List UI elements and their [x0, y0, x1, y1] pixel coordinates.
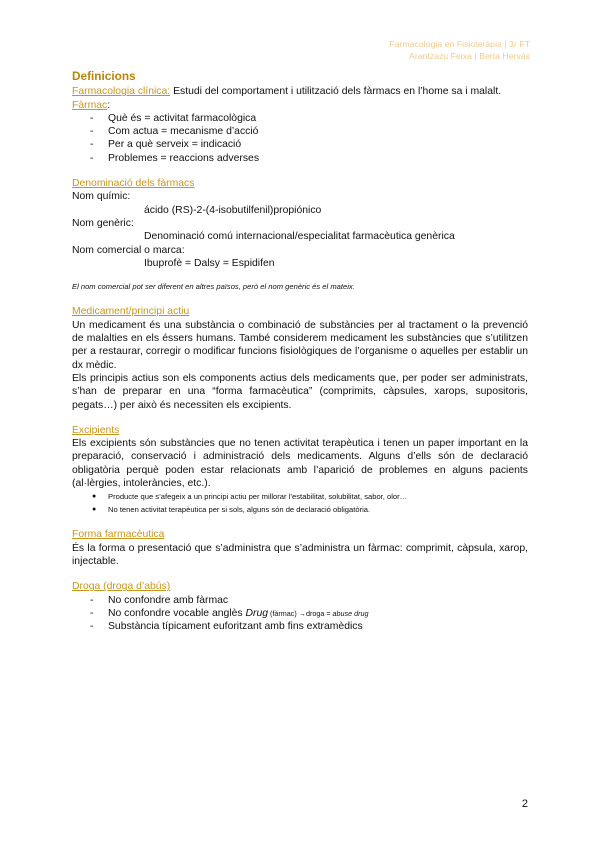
section-title-droga: Droga (droga d’abús): [72, 581, 171, 593]
excipients-paragraph: Els excipients són substàncies que no tenen activitat terapèutica i tenen un paper important en la preparació, conservació i administració dels medicaments. Alguns d’ells són de declaració obligatòria perquè poden estar relacionats amb l’aparició de problemes en alguns pacients (al·lèrgies, intoleràncies, etc.).: [72, 438, 528, 490]
list-item: - Substància típicament euforitzant amb fins extramèdics: [90, 620, 528, 633]
excipients-bullets: [72, 490, 528, 516]
droga-item2-droga: droga =: [305, 608, 333, 618]
denominacio-note: El nom comercial pot ser diferent en altres països, però el nom genèric és el mateix.: [72, 282, 355, 292]
list-item: ● Producte que s’afegeix a un principi actiu per millorar l’estabilitat, solubilitat, sabor, olor…: [92, 490, 528, 503]
section-title-denominacio: Denominació dels fàrmacs: [72, 178, 195, 190]
list-item: - Què és = activitat farmacològica: [90, 112, 528, 125]
nom-comercial-value: Ibuprofè = Dalsy = Espidifen: [144, 257, 275, 269]
medicament-paragraph-1: Un medicament és una substància o combinació de substàncies per al tractament o la prevenció de malalties en els éssers humans. També considerem medicament les substàncies que s’utilitzen per a restaurar, corregir o modificar funcions fisiològiques de l’organisme o aquelles per establir un dx mèdic.: [72, 319, 528, 371]
farmac-colon: :: [107, 99, 111, 111]
nom-generic-label: Nom genèric:: [72, 217, 134, 229]
section-title-forma: Forma farmacèutica: [72, 529, 165, 541]
nom-generic-value: Denominació comú internacional/especialitat farmacèutica genèrica: [144, 231, 455, 243]
list-item: ● No tenen activitat terapèutica per si sols, alguns són de declaració obligatòria.: [92, 503, 528, 516]
medicament-paragraph-2: Els principis actius son els components actius dels medicaments que, per poder ser administrats, s’han de preparar en una “forma farmacèutica” (comprimits, càpsules, xarops, supositoris, pegats…) per això és necessiten els excipients.: [72, 372, 528, 411]
header-course: Farmacologia en Fisioteràpia | 3r FT: [389, 39, 530, 49]
farmac-term: Fàrmac: [72, 99, 108, 111]
list-item: - Com actua = mecanisme d’acció: [90, 125, 528, 138]
list-item: [90, 607, 528, 620]
droga-item2-abuse: abuse drug: [332, 608, 369, 618]
list-item: - Problemes = reaccions adverses: [90, 152, 528, 165]
document-body: [72, 70, 528, 633]
nom-comercial-label: Nom comercial o marca:: [72, 244, 185, 256]
list-item: - No confondre amb fàrmac: [90, 594, 528, 607]
farmacologia-definition: [72, 85, 528, 98]
header-authors: Arantzazu Feixa | Berta Hervás: [409, 51, 530, 61]
farmac-list: [72, 112, 528, 165]
droga-item2-farmac: (fàrmac): [268, 608, 297, 618]
nom-quimic-label: Nom químic:: [72, 191, 131, 203]
section-title-definicions: Definicions: [72, 69, 136, 83]
farmacologia-term: Farmacologia clínica:: [72, 86, 171, 98]
farmac-heading: [72, 99, 528, 112]
list-item: - Per a què serveix = indicació: [90, 138, 528, 151]
forma-paragraph: És la forma o presentació que s’administra que s’administra un fàrmac: comprimit, càpsula, xarop, injectable.: [72, 542, 528, 567]
droga-item2-drug: Drug: [245, 607, 269, 619]
page-header: [390, 38, 530, 62]
page-number: 2: [521, 798, 528, 810]
nom-quimic-value: ácido (RS)-2-(4-isobutilfenil)propiónico: [144, 204, 322, 216]
droga-list: [72, 594, 528, 634]
section-title-medicament: Medicament/principi actiu: [72, 306, 190, 318]
farmacologia-text: Estudi del comportament i utilització dels fàrmacs en l’home sa i malalt.: [170, 86, 502, 98]
arrow-right-icon: →: [296, 608, 306, 618]
section-title-excipients: Excipients: [72, 424, 120, 436]
droga-item2-prefix: No confondre vocable anglès: [108, 607, 246, 619]
